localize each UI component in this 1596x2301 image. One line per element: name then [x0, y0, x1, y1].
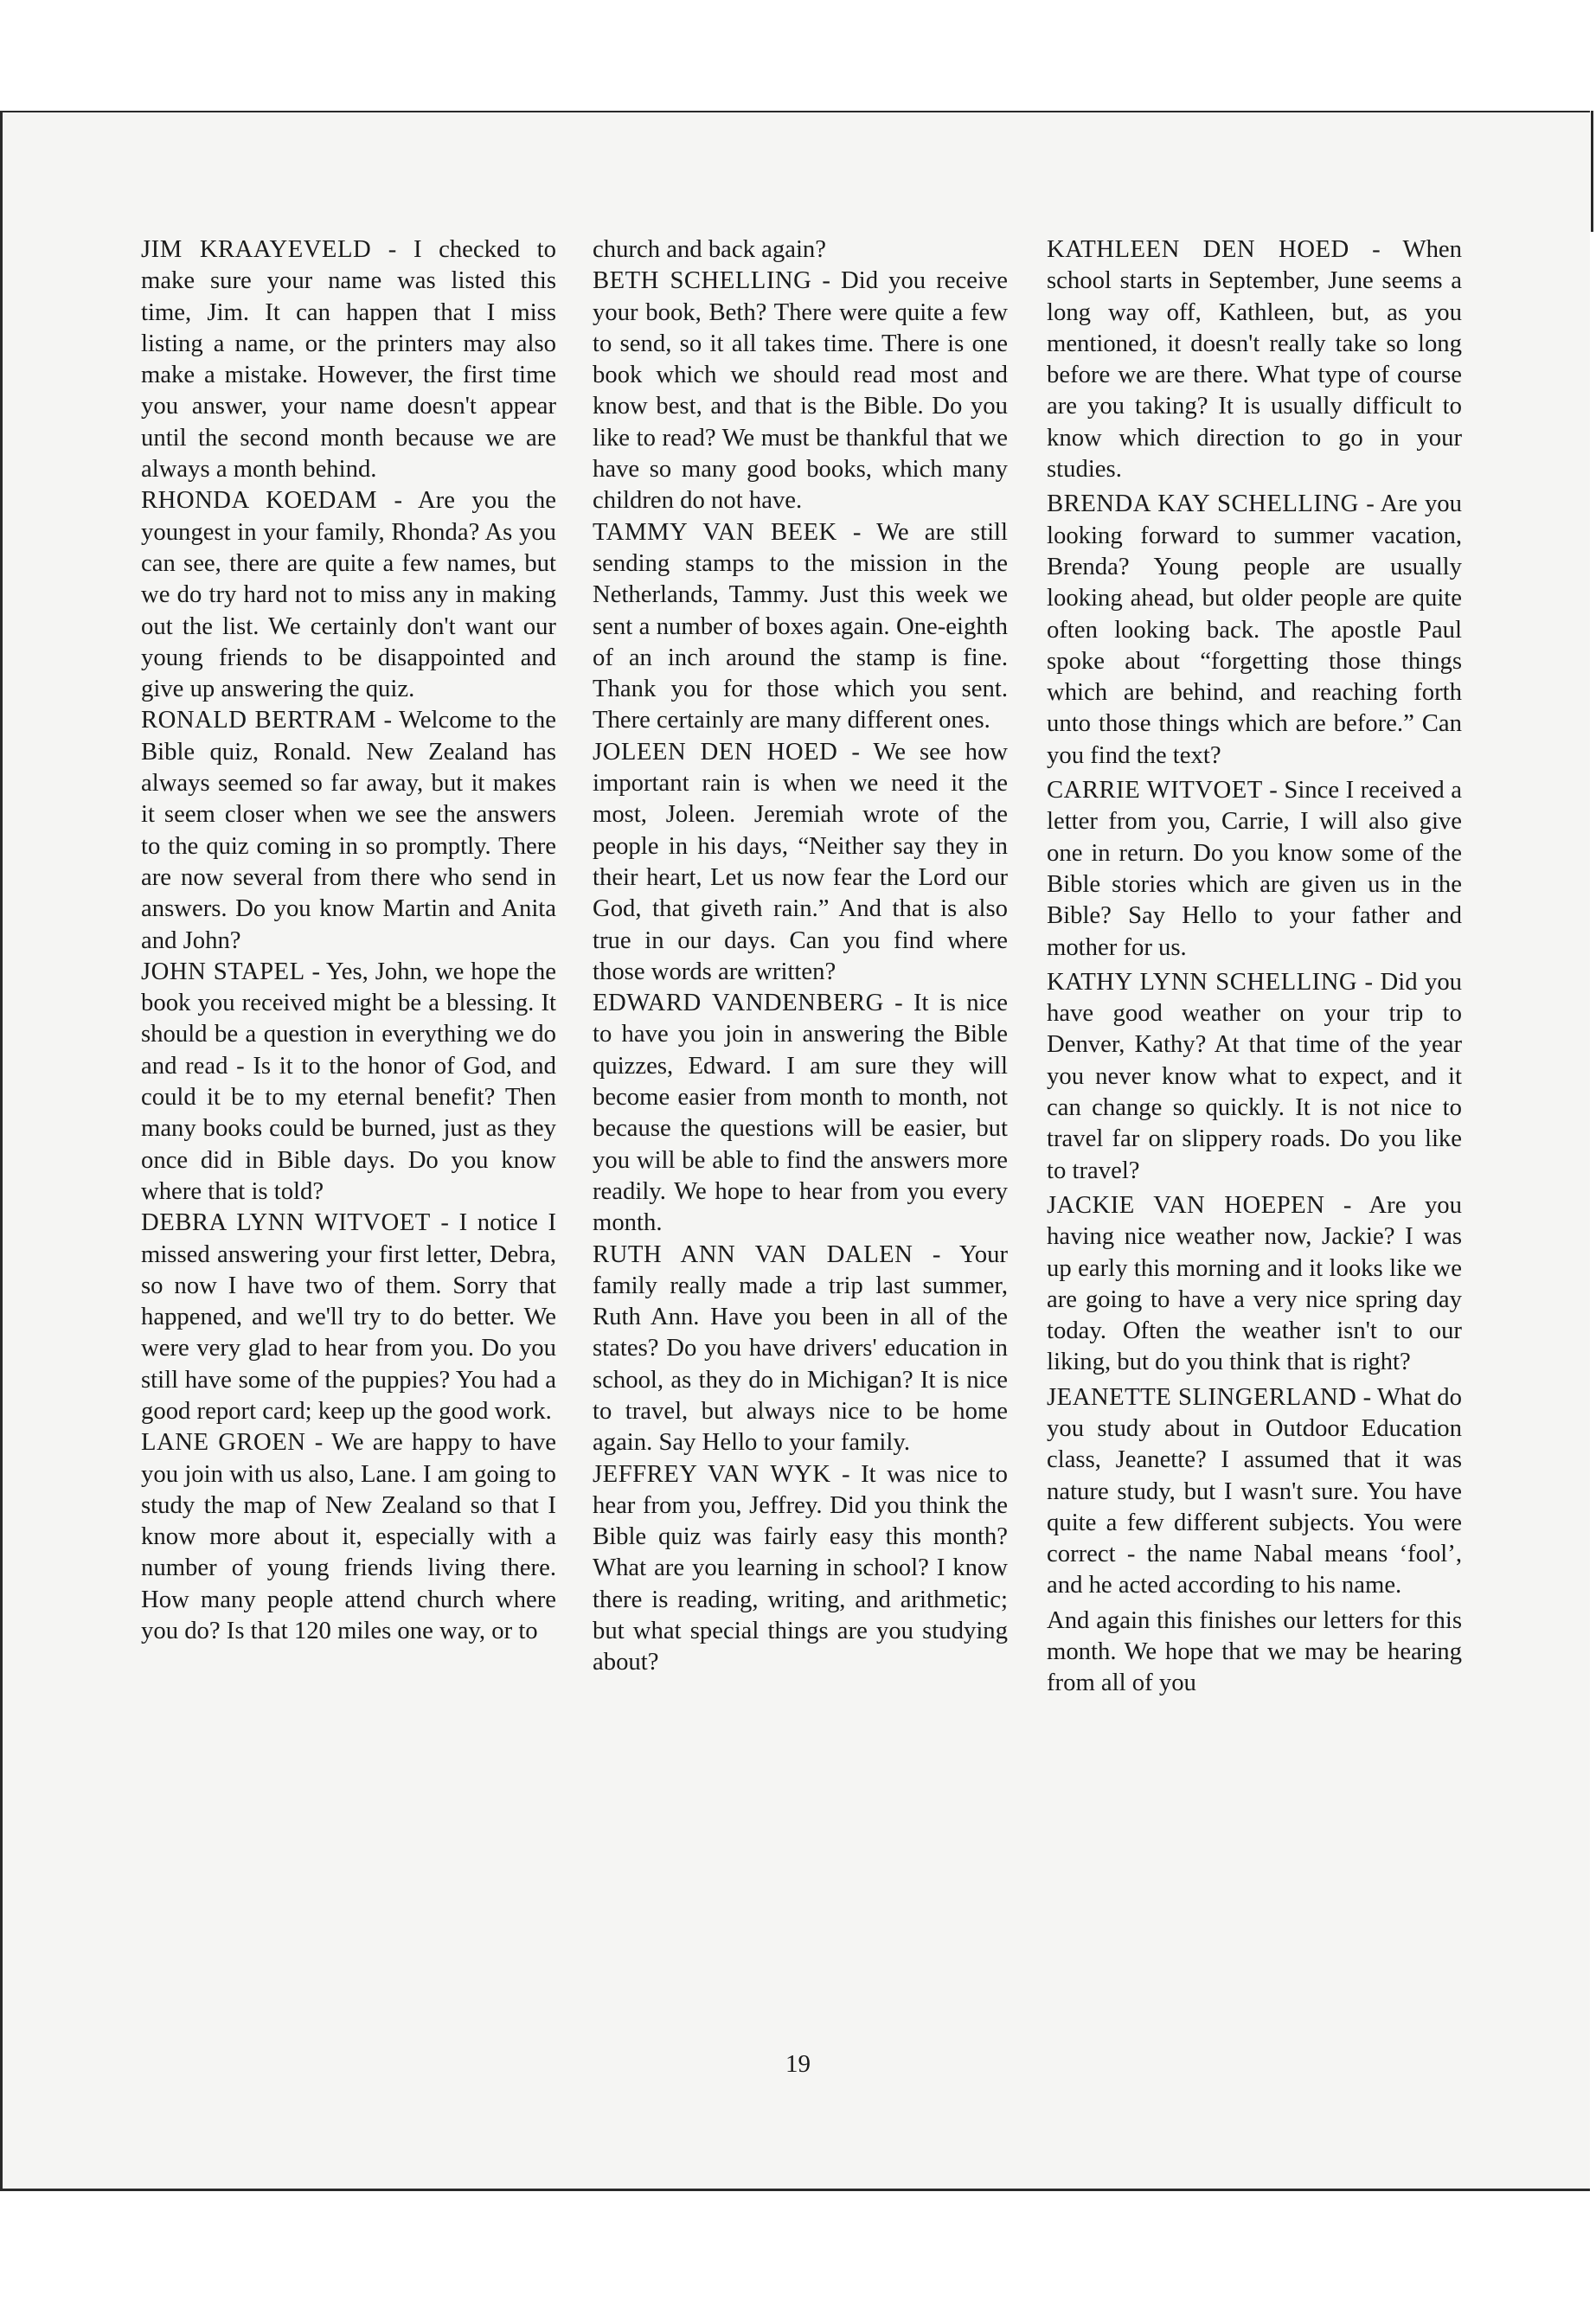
letter-entry: RHONDA KOEDAM - Are you the youngest in your family, Rhonda? As you can see, there are quite a few names, but we do try hard not to miss any in making out the list. We certainly don't want our young friends to be disappointed and give up answering the quiz. — [141, 486, 556, 703]
letter-entry: LANE GROEN - We are happy to have you join with us also, Lane. I am going to study the map of New Zealand so that I know more about it, especially with a number of young friends living there. How many people attend church where you do? Is that 120 miles one way, or to — [141, 1428, 556, 1645]
letter-reply-text: When school starts in September, June seems a long way off, Kathleen, but, as you mentioned, it doesn't really take so long before we are there. What type of course are you taking? It is usually difficult to know which direction to go in your studies. — [1047, 235, 1462, 484]
letter-entry: TAMMY VAN BEEK - We are still sending stamps to the mission in the Netherlands, Tammy. Just this week we sent a number of boxes again. One-eighth of an inch around the stamp is fine. Thank you for those which you sent. There certainly are many different ones. — [593, 517, 1008, 734]
letter-recipient-name: KATHLEEN DEN HOED — [1047, 235, 1349, 263]
letter-reply-text: I notice I missed answering your first letter, Debra, so now I have two of them. Sorry that happened, and we'll try to do better. We were very glad to hear from you. Do you still have some of the puppies? You had a good report card; keep up the good work. — [141, 1208, 557, 1425]
letter-recipient-name: RHONDA KOEDAM — [141, 486, 378, 515]
letter-reply-text: Are you having nice weather now, Jackie? I was up early this morning and it looks like we are going to have a very nice spring day today. Often the weather isn't to our liking, but do you think that is right? — [1047, 1190, 1462, 1376]
letter-reply-text: We see how important rain is when we need it the most, Joleen. Jeremiah wrote of the people in his days, “Neither say they in their heart, Let us now fear the Lord our God, that giveth rain.” And that is also true in our days. Can you find where those words are written? — [593, 737, 1008, 985]
letter-entry: JIM KRAAYEVELD - I checked to make sure your name was listed this time, Jim. It can happen that I miss listing a name, or the printers may also make a mistake. However, the first time you answer, your name doesn't appear until the second month because we are always a month behind. — [141, 235, 556, 484]
letter-recipient-name: LANE GROEN — [141, 1428, 306, 1457]
letter-reply-text: Are you the youngest in your family, Rhonda? As you can see, there are quite a few names, but we do try hard not to miss any in making out the list. We certainly don't want our young friends to be disappointed and give up answering the quiz. — [141, 486, 556, 703]
letter-reply-text: Did you receive your book, Beth? There were quite a few to send, so it all takes time. There is one book which we should read most and know best, and that is the Bible. Do you like to read? We must be thankful that we have so many good books, which many children do not have. — [593, 266, 1008, 515]
letter-recipient-name: RUTH ANN VAN DALEN — [593, 1240, 913, 1268]
letter-entry: KATHY LYNN SCHELLING - Did you have good weather on your trip to Denver, Kathy? At that time of the year you never know what to expect, and it can change so quickly. It is not nice to travel far on slippery roads. Do you like to travel? — [1047, 967, 1463, 1184]
letter-recipient-name: BRENDA KAY SCHELLING — [1047, 490, 1359, 518]
letter-reply-text: I checked to make sure your name was listed this time, Jim. It can happen that I miss listing a name, or the printers may also make a mistake. However, the first time you answer, your name doesn't appear until the second month because we are always a month behind. — [141, 235, 556, 484]
letter-recipient-name: JIM KRAAYEVELD — [141, 235, 372, 263]
letter-entry: JOLEEN DEN HOED - We see how important rain is when we need it the most, Joleen. Jeremiah wrote of the people in his days, “Neither say they in their heart, Let us now fear the Lord our God, that giveth rain.” And that is also true in our days. Can you find where those words are written? — [593, 737, 1008, 985]
letter-entry: JACKIE VAN HOEPEN - Are you having nice weather now, Jackie? I was up early this morning and it looks like we are going to have a very nice spring day today. Often the weather isn't to our liking, but do you think that is right? — [1047, 1190, 1462, 1376]
letter-reply-text: Your family really made a trip last summer, Ruth Ann. Have you been in all of the states? Do you have drivers' education in school, as they do in Michigan? It is nice to travel, but always nice to be home again. Say Hello to your family. — [593, 1240, 1008, 1457]
letter-reply-text: Since I received a letter from you, Carrie, I will also give one in return. Do you know some of the Bible stories which are given us in the Bible? Say Hello to your father and mother for us. — [1047, 776, 1462, 961]
page-number: 19 — [785, 2050, 811, 2078]
letter-entry: DEBRA LYNN WITVOET - I notice I missed answering your first letter, Debra, so now I have two of them. Sorry that happened, and we'll try to do better. We were very glad to hear from you. Do you still have some of the puppies? You had a good report card; keep up the good work. — [141, 1208, 557, 1425]
letter-recipient-name: JOHN STAPEL — [141, 957, 305, 985]
letter-recipient-name: KATHY LYNN SCHELLING — [1047, 967, 1358, 996]
letter-reply-text: Yes, John, we hope the book you received might be a blessing. It should be a question in everything we do and read - Is it to the honor of God, and could it be to my eternal benefit? Then many books could be burned, just as they once did in Bible days. Do you know where that is told? — [141, 957, 556, 1205]
column-3 — [1047, 234, 1462, 1702]
letter-entry: BETH SCHELLING - Did you receive your book, Beth? There were quite a few to send, so it all takes time. There is one book which we should read most and know best, and that is the Bible. Do you like to read? We must be thankful that we have so many good books, which many children do not have. — [593, 266, 1008, 515]
letter-recipient-name: JEANETTE SLINGERLAND — [1047, 1382, 1357, 1411]
letter-reply-text: Welcome to the Bible quiz, Ronald. New Zealand has always seemed so far away, but it makes it seem closer when we see the answers to the quiz coming in so promptly. There are now several from there who send in answers. Do you know Martin and Anita and John? — [141, 706, 556, 954]
column-2 — [593, 234, 1008, 1678]
letter-entry: CARRIE WITVOET - Since I received a letter from you, Carrie, I will also give one in return. Do you know some of the Bible stories which are given us in the Bible? Say Hello to your father and mother for us. — [1047, 776, 1462, 961]
letter-entry: JEFFREY VAN WYK - It was nice to hear from you, Jeffrey. Did you think the Bible quiz was fairly easy this month? What are you learning in school? I know there is reading, writing, and arithmetic; but what special things are you studying about? — [593, 1459, 1008, 1676]
letter-recipient-name: JOLEEN DEN HOED — [593, 737, 838, 766]
letter-entry: EDWARD VANDENBERG - It is nice to have you join in answering the Bible quizzes, Edward. I am sure they will become easier from month to month, not because the questions will be easier, but you will be able to find the answers more readily. We hope to hear from you every month. — [593, 989, 1008, 1237]
letter-recipient-name: BETH SCHELLING — [593, 266, 812, 295]
letter-reply-text: What do you study about in Outdoor Education class, Jeanette? I assumed that it was nature study, but I wasn't sure. You have quite a few different subjects. You were correct - the name Nabal means ‘fool’, and he acted according to his name. — [1047, 1382, 1462, 1599]
letter-recipient-name: CARRIE WITVOET — [1047, 776, 1263, 804]
letter-recipient-name: JACKIE VAN HOEPEN — [1047, 1190, 1325, 1219]
letter-reply-text: It is nice to have you join in answering the Bible quizzes, Edward. I am sure they will become easier from month to month, not because the questions will be easier, but you will be able to find the answers more readily. We hope to hear from you every month. — [593, 989, 1008, 1237]
letter-entry: RUTH ANN VAN DALEN - Your family really made a trip last summer, Ruth Ann. Have you been in all of the states? Do you have drivers' education in school, as they do in Michigan? It is nice to travel, but always nice to be home again. Say Hello to your family. — [593, 1240, 1008, 1457]
column-1 — [141, 234, 556, 1646]
letter-recipient-name: DEBRA LYNN WITVOET — [141, 1208, 431, 1237]
letter-reply-text: It was nice to hear from you, Jeffrey. Did you think the Bible quiz was fairly easy this month? What are you learning in school? I know there is reading, writing, and arithmetic; but what special things are you studying about? — [593, 1459, 1008, 1676]
letter-recipient-name: EDWARD VANDENBERG — [593, 989, 884, 1017]
letter-entry: BRENDA KAY SCHELLING - Are you looking forward to summer vacation, Brenda? Young people are usually looking ahead, but older people are quite often looking back. The apostle Paul spoke about “forgetting those things which are behind, and reaching forth unto those things which are before.” Can you find the text? — [1047, 490, 1462, 769]
letter-reply-text: We are happy to have you join with us also, Lane. I am going to study the map of New Zealand so that I know more about it, especially with a number of young friends living there. How many people attend church where you do? Is that 120 miles one way, or to — [141, 1428, 556, 1645]
letter-reply-text: We are still sending stamps to the mission in the Netherlands, Tammy. Just this week we sent a number of boxes again. One-eighth of an inch around the stamp is fine. Thank you for those which you sent. There certainly are many different ones. — [593, 517, 1008, 734]
letter-entry: KATHLEEN DEN HOED - When school starts in September, June seems a long way off, Kathleen, but, as you mentioned, it doesn't really take so long before we are there. What type of course are you taking? It is usually difficult to know which direction to go in your studies. — [1047, 235, 1462, 484]
letter-recipient-name: JEFFREY VAN WYK — [593, 1459, 831, 1488]
letter-entry: JEANETTE SLINGERLAND - What do you study about in Outdoor Education class, Jeanette? I assumed that it was nature study, but I wasn't sure. You have quite a few different subjects. You were correct - the name Nabal means ‘fool’, and he acted according to his name. — [1047, 1382, 1462, 1599]
letter-entry: RONALD BERTRAM - Welcome to the Bible quiz, Ronald. New Zealand has always seemed so far away, but it makes it seem closer when we see the answers to the quiz coming in so promptly. There are now several from there who send in answers. Do you know Martin and Anita and John? — [141, 706, 556, 954]
continuation-text: church and back again? — [593, 235, 826, 263]
closing-paragraph: And again this finishes our letters for this month. We hope that we may be hearing from all of you — [1047, 1606, 1462, 1697]
letter-entry: JOHN STAPEL - Yes, John, we hope the book you received might be a blessing. It should be a question in everything we do and read - Is it to the honor of God, and could it be to my eternal benefit? Then many books could be burned, just as they once did in Bible days. Do you know where that is told? — [141, 957, 556, 1205]
letter-reply-text: Are you looking forward to summer vacation, Brenda? Young people are usually looking ahead, but older people are quite often looking back. The apostle Paul spoke about “forgetting those things which are behind, and reaching forth unto those things which are before.” Can you find the text? — [1047, 490, 1462, 769]
letter-recipient-name: RONALD BERTRAM — [141, 706, 376, 734]
letter-recipient-name: TAMMY VAN BEEK — [593, 517, 837, 546]
letter-reply-text: Did you have good weather on your trip to Denver, Kathy? At that time of the year you never know what to expect, and it can change so quickly. It is not nice to travel far on slippery roads. Do you like to travel? — [1047, 967, 1463, 1184]
